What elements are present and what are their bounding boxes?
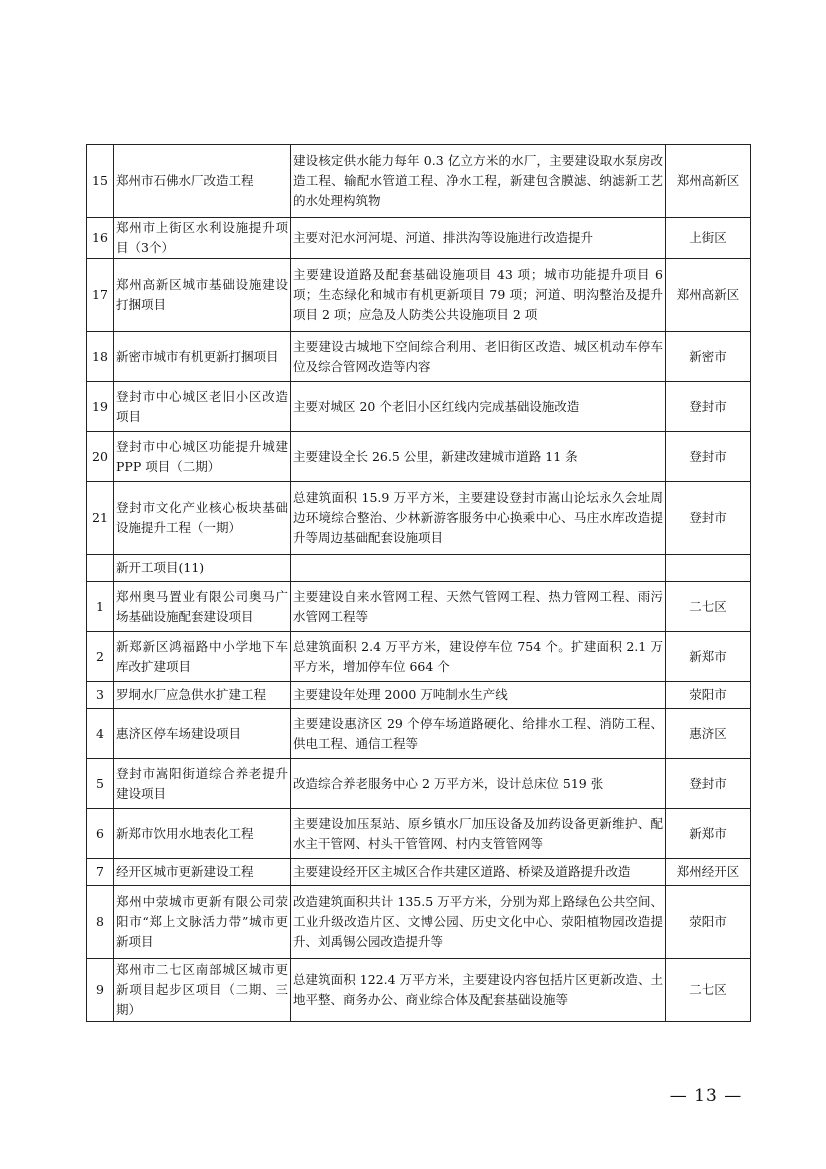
table-row (87, 759, 751, 809)
project-district: 新密市 (666, 332, 751, 382)
project-district (666, 555, 751, 582)
row-number: 18 (87, 332, 114, 382)
table-row (87, 886, 751, 959)
project-district: 郑州经开区 (666, 859, 751, 886)
project-description: 主要对城区 20 个老旧小区红线内完成基础设施改造 (291, 382, 666, 432)
row-number: 3 (87, 682, 114, 709)
project-district: 惠济区 (666, 709, 751, 759)
project-description: 主要建设自来水管网工程、天然气管网工程、热力管网工程、雨污水管网工程等 (291, 582, 666, 632)
project-name: 郑州市二七区南部城区城市更新项目起步区项目（二期、三期） (114, 959, 291, 1022)
project-name: 登封市中心城区功能提升城建 PPP 项目（二期） (114, 432, 291, 482)
row-number: 1 (87, 582, 114, 632)
table-row (87, 809, 751, 859)
project-name: 登封市文化产业核心板块基础设施提升工程（一期） (114, 482, 291, 555)
table-row (87, 259, 751, 332)
project-district: 登封市 (666, 432, 751, 482)
project-name: 郑州高新区城市基础设施建设打捆项目 (114, 259, 291, 332)
project-name: 郑州市上街区水利设施提升项目（3个） (114, 218, 291, 259)
project-district: 上街区 (666, 218, 751, 259)
table-row (87, 145, 751, 218)
project-district: 新郑市 (666, 632, 751, 682)
row-number: 15 (87, 145, 114, 218)
project-name: 新密市城市有机更新打捆项目 (114, 332, 291, 382)
project-name: 郑州中荥城市更新有限公司荥阳市“郑上文脉活力带”城市更新项目 (114, 886, 291, 959)
row-number: 8 (87, 886, 114, 959)
table-row (87, 709, 751, 759)
project-description: 主要建设古城地下空间综合利用、老旧街区改造、城区机动车停车位及综合管网改造等内容 (291, 332, 666, 382)
project-name: 登封市中心城区老旧小区改造项目 (114, 382, 291, 432)
table-row (87, 382, 751, 432)
project-name: 新郑市饮用水地表化工程 (114, 809, 291, 859)
project-table-body (87, 145, 751, 1022)
project-description (291, 555, 666, 582)
row-number: 9 (87, 959, 114, 1022)
project-description: 总建筑面积 15.9 万平方米，主要建设登封市嵩山论坛永久会址周边环境综合整治、少林新游客服务中心换乘中心、马庄水库改造提升等周边基础配套设施项目 (291, 482, 666, 555)
project-name: 经开区城市更新建设工程 (114, 859, 291, 886)
row-number: 16 (87, 218, 114, 259)
row-number: 21 (87, 482, 114, 555)
project-name: 登封市嵩阳街道综合养老提升建设项目 (114, 759, 291, 809)
table-row (87, 218, 751, 259)
section-row (87, 555, 751, 582)
table-row (87, 332, 751, 382)
project-district: 登封市 (666, 482, 751, 555)
table-row (87, 959, 751, 1022)
table-row (87, 682, 751, 709)
row-number (87, 555, 114, 582)
project-description: 建设核定供水能力每年 0.3 亿立方米的水厂，主要建设取水泵房改造工程、输配水管道工程、净水工程，新建包含膜滤、纳滤新工艺的水处理构筑物 (291, 145, 666, 218)
project-name: 新郑新区鸿福路中小学地下车库改扩建项目 (114, 632, 291, 682)
project-description: 主要建设经开区主城区合作共建区道路、桥梁及道路提升改造 (291, 859, 666, 886)
project-district: 登封市 (666, 382, 751, 432)
row-number: 5 (87, 759, 114, 809)
project-district: 荥阳市 (666, 886, 751, 959)
table-row (87, 482, 751, 555)
project-district: 郑州高新区 (666, 259, 751, 332)
table-row (87, 632, 751, 682)
project-table (86, 144, 751, 1022)
project-description: 改造综合养老服务中心 2 万平方米，设计总床位 519 张 (291, 759, 666, 809)
project-description: 主要建设道路及配套基础设施项目 43 项；城市功能提升项目 6 项；生态绿化和城市有机更新项目 79 项；河道、明沟整治及提升项目 2 项；应急及人防类公共设施项目 2 项 (291, 259, 666, 332)
project-district: 二七区 (666, 959, 751, 1022)
project-description: 主要建设惠济区 29 个停车场道路硬化、给排水工程、消防工程、供电工程、通信工程等 (291, 709, 666, 759)
project-description: 总建筑面积 122.4 万平方米，主要建设内容包括片区更新改造、土地平整、商务办公、商业综合体及配套基础设施等 (291, 959, 666, 1022)
project-district: 新郑市 (666, 809, 751, 859)
row-number: 7 (87, 859, 114, 886)
table-row (87, 859, 751, 886)
project-description: 主要建设加压泵站、原乡镇水厂加压设备及加药设备更新维护、配水主干管网、村头干管管网、村内支管管网等 (291, 809, 666, 859)
project-name: 新开工项目(11) (114, 555, 291, 582)
row-number: 4 (87, 709, 114, 759)
project-district: 荥阳市 (666, 682, 751, 709)
row-number: 20 (87, 432, 114, 482)
project-district: 郑州高新区 (666, 145, 751, 218)
project-name: 郑州奥马置业有限公司奥马广场基础设施配套建设项目 (114, 582, 291, 632)
project-description: 总建筑面积 2.4 万平方米，建设停车位 754 个。扩建面积 2.1 万平方米，增加停车位 664 个 (291, 632, 666, 682)
project-district: 登封市 (666, 759, 751, 809)
project-description: 主要建设年处理 2000 万吨制水生产线 (291, 682, 666, 709)
row-number: 6 (87, 809, 114, 859)
row-number: 17 (87, 259, 114, 332)
project-district: 二七区 (666, 582, 751, 632)
table-row (87, 432, 751, 482)
page-number: — 13 — (669, 1086, 743, 1106)
row-number: 19 (87, 382, 114, 432)
table-row (87, 582, 751, 632)
project-name: 罗垌水厂应急供水扩建工程 (114, 682, 291, 709)
project-name: 郑州市石佛水厂改造工程 (114, 145, 291, 218)
project-name: 惠济区停车场建设项目 (114, 709, 291, 759)
project-description: 主要对汜水河河堤、河道、排洪沟等设施进行改造提升 (291, 218, 666, 259)
project-description: 主要建设全长 26.5 公里，新建改建城市道路 11 条 (291, 432, 666, 482)
project-description: 改造建筑面积共计 135.5 万平方米，分别为郑上路绿色公共空间、工业升级改造片区、文博公园、历史文化中心、荥阳植物园改造提升、刘禹锡公园改造提升等 (291, 886, 666, 959)
row-number: 2 (87, 632, 114, 682)
